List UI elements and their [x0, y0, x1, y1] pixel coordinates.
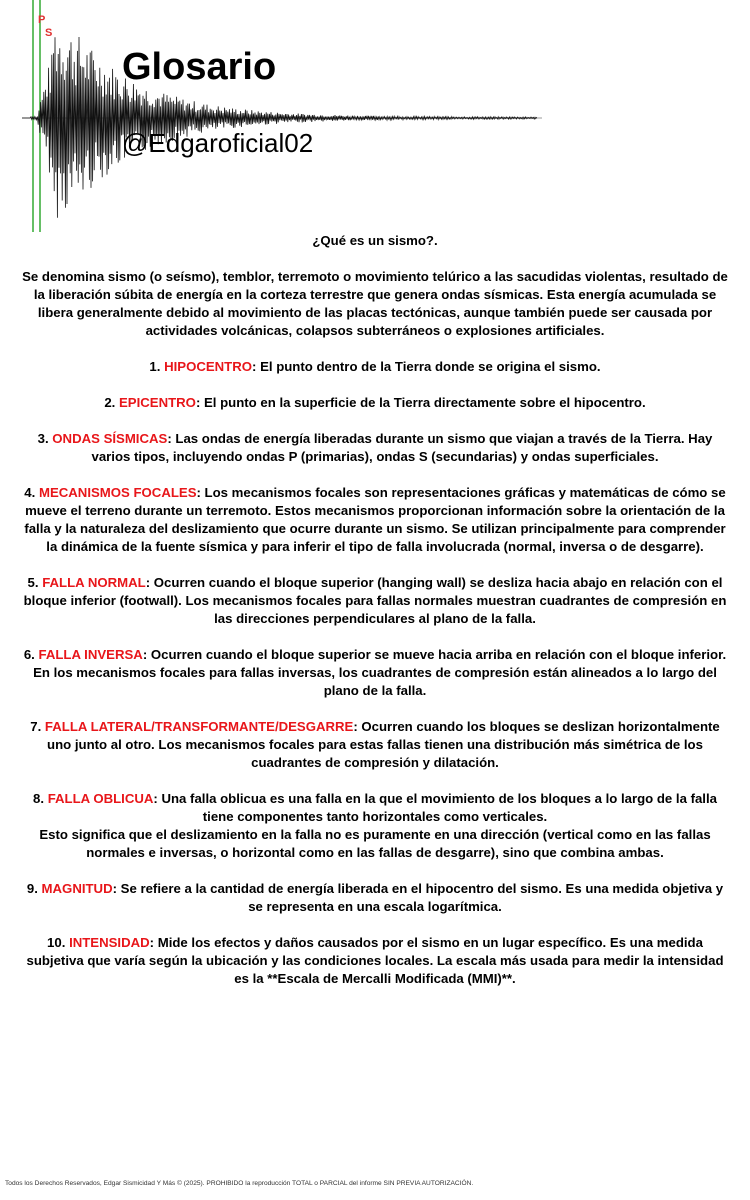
entry-definition: : El punto en la superficie de la Tierra directamente sobre el hipocentro. — [195, 395, 646, 410]
entry-term: MAGNITUD — [41, 881, 113, 896]
entry-number: 4. — [24, 485, 36, 500]
entry-term: ONDAS SÍSMICAS — [52, 431, 168, 446]
entry-number: 7. — [30, 719, 42, 734]
entry-term: MECANISMOS FOCALES — [38, 485, 197, 500]
entry-definition: : Una falla oblicua es una falla en la que el movimiento de los bloques a lo largo de la falla tiene componentes tanto horizontales como verticales. — [153, 791, 717, 824]
entry-number: 3. — [37, 431, 49, 446]
s-wave-label: S — [45, 27, 53, 39]
copyright-footer: Todos los Derechos Reservados, Edgar Sismicidad Y Más © (2025). PROHIBIDO la reproducción TOTAL o PARCIAL del informe SIN PREVIA AUTORIZACIÓN. — [5, 1180, 474, 1187]
glossary-entry — [20, 430, 730, 466]
entry-number: 8. — [33, 791, 45, 806]
glossary-entry — [20, 646, 730, 700]
entry-number: 1. — [149, 359, 161, 374]
entry-definition: : Las ondas de energía liberadas durante un sismo que viajan a través de la Tierra. Hay varios tipos, incluyendo ondas P (primarias), ondas S (secundarias) y ondas superficiales. — [91, 431, 713, 464]
glossary-entry — [20, 880, 730, 916]
entry-term: INTENSIDAD — [69, 935, 150, 950]
glossary-entry — [20, 718, 730, 772]
intro-question: ¿Qué es un sismo?. — [312, 233, 438, 248]
entry-definition: : Mide los efectos y daños causados por el sismo en un lugar específico. Es una medida subjetiva que varía según la ubicación y las condiciones locales. La escala más usada para medir la intensidad es la **Escala de Mercalli Modificada (MMI)**. — [26, 935, 724, 986]
entry-definition: : Ocurren cuando el bloque superior se mueve hacia arriba en relación con el bloque inferior. En los mecanismos focales para fallas inversas, los cuadrantes de compresión están alineados a lo largo del plano de la falla. — [33, 647, 727, 698]
page-title: Glosario — [122, 46, 277, 88]
author-handle: @Edgaroficial02 — [122, 128, 314, 158]
entry-definition: : Los mecanismos focales son representaciones gráficas y matemáticas de cómo se mueve el terreno durante un terremoto. Estos mecanismos proporcionan información sobre la orientación de la falla y la naturaleza del deslizamiento que ocurre durante un sismo. Se utilizan principalmente para comprender la dinámica de la fuente sísmica y para inferir el tipo de falla involucrada (normal, inversa o de desgarre). — [24, 485, 726, 554]
entry-term: EPICENTRO — [119, 395, 196, 410]
glossary-entry — [20, 394, 730, 412]
glossary-entry — [20, 358, 730, 376]
entry-term: FALLA LATERAL/TRANSFORMANTE/DESGARRE — [44, 719, 354, 734]
entry-definition: : El punto dentro de la Tierra donde se origina el sismo. — [252, 359, 601, 374]
glossary-content — [20, 232, 730, 1006]
entry-number: 2. — [104, 395, 116, 410]
entry-number: 10. — [47, 935, 66, 950]
entry-extra: Esto significa que el deslizamiento en la falla no es puramente en una dirección (vertical como en las fallas normales e inversas, o horizontal como en las fallas de desgarre), sino que combina ambas. — [39, 827, 711, 860]
glossary-entry — [20, 790, 730, 862]
entry-term: FALLA INVERSA — [38, 647, 143, 662]
glossary-entry — [20, 484, 730, 556]
entry-number: 6. — [23, 647, 35, 662]
entry-number: 5. — [27, 575, 39, 590]
glossary-entry — [20, 574, 730, 628]
glossary-entry — [20, 934, 730, 988]
entry-term: FALLA OBLICUA — [47, 791, 154, 806]
entry-definition: : Ocurren cuando el bloque superior (hanging wall) se desliza hacia abajo en relación con el bloque inferior (footwall). Los mecanismos focales para fallas normales muestran cuadrantes de compresión en las direcciones perpendiculares al plano de la falla. — [23, 575, 727, 626]
seismogram-graphic — [22, 0, 542, 235]
p-wave-label: P — [38, 14, 46, 26]
entry-definition: : Se refiere a la cantidad de energía liberada en el hipocentro del sismo. Es una medida objetiva y se representa en una escala logarítmica. — [112, 881, 724, 914]
header — [0, 0, 750, 235]
intro-definition: Se denomina sismo (o seísmo), temblor, terremoto o movimiento telúrico a las sacudidas violentas, resultado de la liberación súbita de energía en la corteza terrestre que genera ondas sísmicas. Esta energía acumulada se libera generalmente debido al movimiento de las placas tectónicas, aunque también puede ser causada por actividades volcánicas, colapsos subterráneos o explosiones artificiales. — [22, 269, 728, 338]
entry-number: 9. — [26, 881, 38, 896]
entry-term: FALLA NORMAL — [42, 575, 146, 590]
entry-definition: : Ocurren cuando los bloques se deslizan horizontalmente uno junto al otro. Los mecanismos focales para estas fallas tienen una distribución más simétrica de los cuadrantes de compresión y dilatación. — [47, 719, 720, 770]
entry-term: HIPOCENTRO — [164, 359, 253, 374]
